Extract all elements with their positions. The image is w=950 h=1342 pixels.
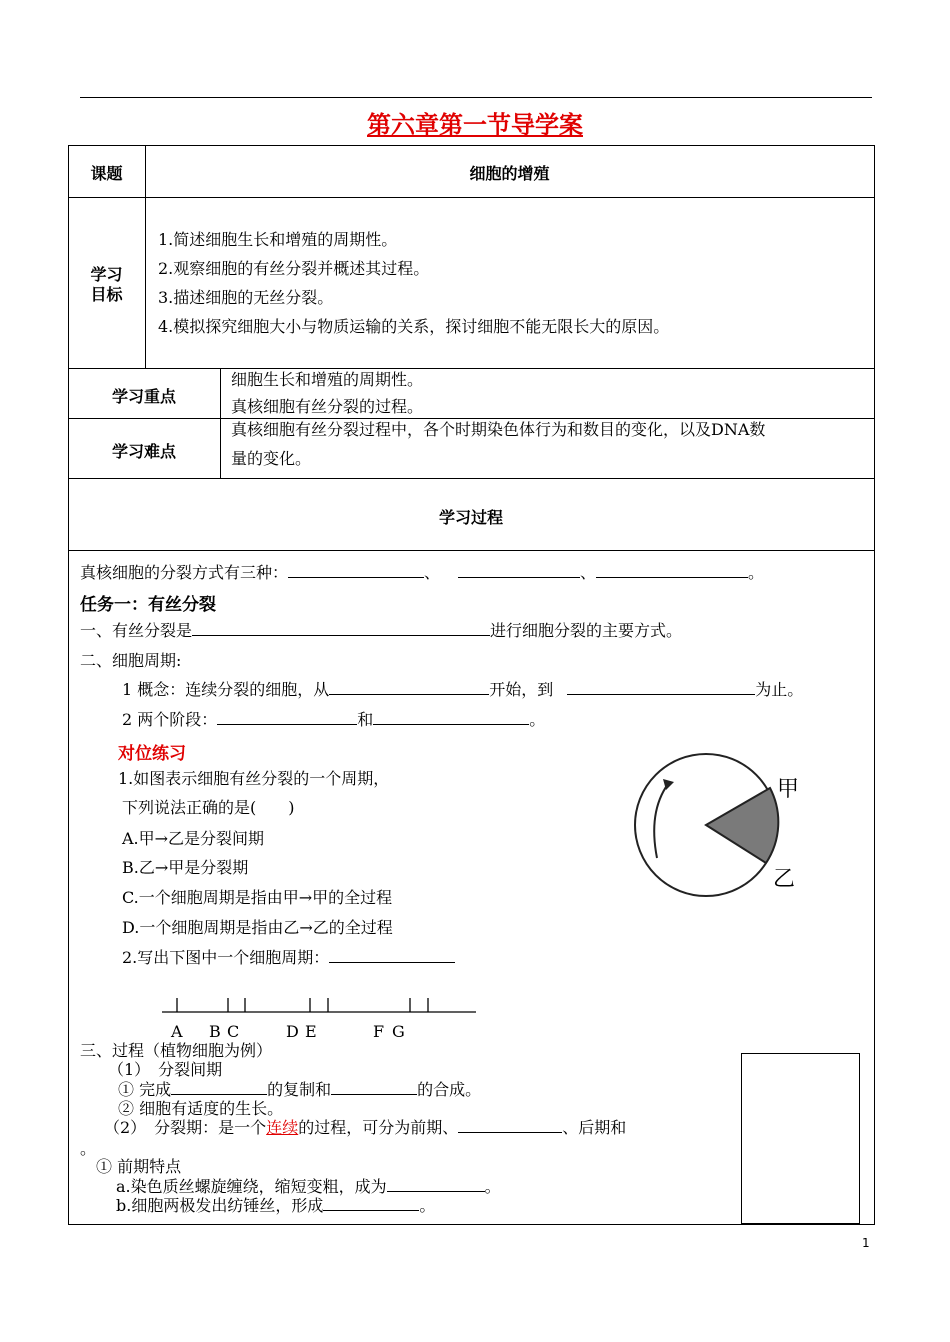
timeline-label: B — [209, 1022, 221, 1041]
answer-blank[interactable] — [331, 1080, 417, 1095]
objectives-label: 学习 目标 — [90, 265, 123, 304]
prophase-b: b.细胞两极发出纺锤丝，形成 。 — [116, 1196, 436, 1215]
section-1: 一、有丝分裂是 进行细胞分裂的主要方式。 — [80, 621, 683, 640]
answer-blank[interactable] — [458, 1118, 562, 1133]
key-points-label: 学习重点 — [111, 387, 176, 406]
question-2: 2.写出下图中一个细胞周期： — [122, 948, 455, 967]
answer-blank[interactable] — [387, 1177, 485, 1192]
key-point-line: 真核细胞有丝分裂的过程。 — [231, 397, 424, 416]
answer-blank[interactable] — [329, 680, 489, 695]
question-1-cont: 下列说法正确的是( ) — [122, 798, 295, 817]
objective-item: 3.描述细胞的无丝分裂。 — [158, 288, 334, 307]
answer-blank[interactable] — [458, 563, 580, 578]
drawing-box[interactable] — [741, 1053, 860, 1224]
practice-title: 对位练习 — [118, 744, 186, 764]
option-c[interactable]: C.一个细胞周期是指由甲→甲的全过程 — [122, 888, 393, 907]
difficult-point-line: 真核细胞有丝分裂过程中，各个时期染色体行为和数目的变化，以及DNA数 — [231, 420, 766, 439]
objective-item: 4.模拟探究细胞大小与物质运输的关系，探讨细胞不能无限长大的原因。 — [158, 317, 670, 336]
timeline-label: A — [171, 1022, 183, 1041]
prophase-heading: ① 前期特点 — [96, 1157, 182, 1176]
answer-blank[interactable] — [323, 1196, 419, 1211]
task-heading: 任务一：有丝分裂 — [80, 595, 216, 615]
option-d[interactable]: D.一个细胞周期是指由乙→乙的全过程 — [122, 918, 393, 937]
answer-blank[interactable] — [373, 710, 529, 725]
section-2-heading: 二、细胞周期: — [80, 651, 182, 670]
topic-label: 课题 — [90, 164, 123, 183]
answer-blank[interactable] — [329, 948, 455, 963]
answer-blank[interactable] — [192, 621, 490, 636]
answer-blank[interactable] — [596, 563, 748, 578]
intro-line: 真核细胞的分裂方式有三种： 、 、 。 — [80, 563, 765, 582]
prophase-a: a.染色质丝螺旋缠绕，缩短变粗，成为 。 — [116, 1177, 501, 1196]
timeline-label: F — [373, 1022, 385, 1041]
cycle-timeline — [160, 994, 480, 1016]
concept-line: 1 概念：连续分裂的细胞，从 开始，到 为止。 — [122, 680, 804, 699]
label-yi: 乙 — [773, 867, 796, 892]
page-title: 第六章第一节导学案 — [367, 111, 583, 139]
answer-blank[interactable] — [217, 710, 357, 725]
option-a[interactable]: A.甲→乙是分裂间期 — [122, 829, 265, 848]
interphase-line-2: ② 细胞有适度的生长。 — [118, 1099, 284, 1118]
objective-item: 2.观察细胞的有丝分裂并概述其过程。 — [158, 259, 430, 278]
option-b[interactable]: B.乙→甲是分裂期 — [122, 858, 249, 877]
mitotic-phase-line: （2） 分裂期：是一个连续的过程，可分为前期、 、后期和 — [104, 1118, 627, 1137]
answer-blank[interactable] — [171, 1080, 267, 1095]
answer-blank[interactable] — [288, 563, 424, 578]
timeline-label: D — [286, 1022, 299, 1041]
page-number: 1 — [862, 1236, 870, 1250]
timeline-label: G — [392, 1022, 405, 1041]
section-3-heading: 三、过程（植物细胞为例） — [80, 1041, 273, 1060]
interphase-line-1: ① 完成 的复制和 的合成。 — [118, 1080, 482, 1099]
objective-item: 1.简述细胞生长和增殖的周期性。 — [158, 230, 398, 249]
topic-value: 细胞的增殖 — [469, 164, 550, 183]
interphase-heading: （1） 分裂间期 — [108, 1060, 223, 1079]
difficult-points-label: 学习难点 — [111, 442, 176, 461]
timeline-label: E — [305, 1022, 317, 1041]
question-1: 1.如图表示细胞有丝分裂的一个周期， — [118, 769, 390, 788]
label-jia: 甲 — [777, 777, 800, 802]
mitotic-phase-cont: 。 — [80, 1139, 97, 1158]
process-label: 学习过程 — [438, 508, 503, 527]
header-rule — [80, 97, 872, 98]
stages-line: 2 两个阶段： 和 。 — [122, 710, 546, 729]
timeline-label: C — [227, 1022, 240, 1041]
key-point-line: 细胞生长和增殖的周期性。 — [231, 370, 424, 389]
difficult-point-line: 量的变化。 — [231, 449, 312, 468]
answer-blank[interactable] — [567, 680, 755, 695]
